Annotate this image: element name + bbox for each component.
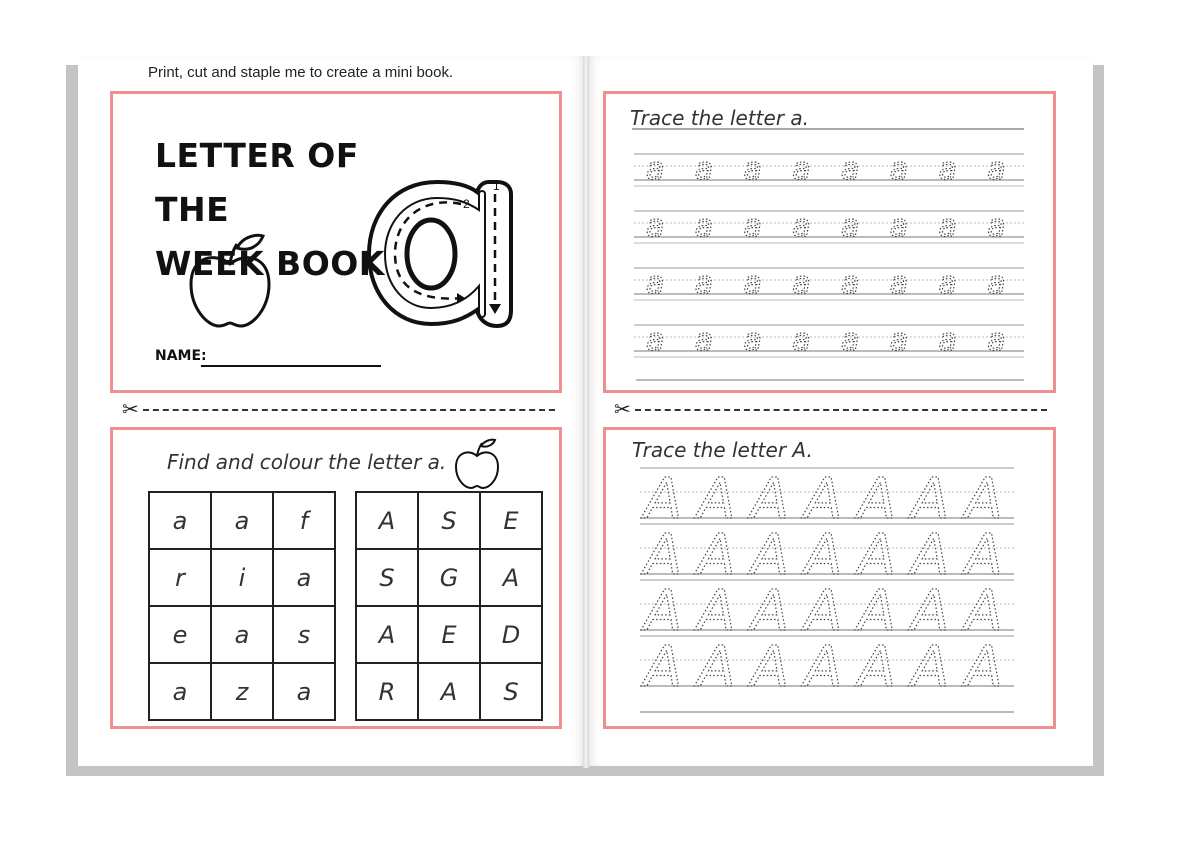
trace-letter-lowercase: a (938, 323, 957, 358)
apple-icon (185, 230, 275, 330)
trace-letter-uppercase: A (804, 467, 843, 532)
grid-cell[interactable]: S (480, 663, 542, 720)
trace-letter-uppercase: A (644, 635, 683, 700)
trace-letter-lowercase: a (646, 152, 665, 187)
grid-cell[interactable]: S (356, 549, 418, 606)
trace-letter-lowercase: a (694, 266, 714, 301)
trace-letter-lowercase: a (938, 152, 957, 187)
trace-letter-lowercase: a (743, 266, 762, 301)
grid-cell[interactable]: S (418, 492, 480, 549)
cut-line-left (122, 397, 555, 422)
grid-cell[interactable]: A (480, 549, 542, 606)
trace-letter-lowercase: a (841, 266, 860, 301)
trace-letter-uppercase: A (857, 523, 897, 588)
trace-letter-uppercase: A (911, 635, 950, 700)
trace-letter-lowercase: a (987, 152, 1006, 187)
grid-cell[interactable]: a (211, 606, 273, 663)
table-row (149, 492, 335, 549)
grid-cell[interactable]: D (480, 606, 542, 663)
trace-letter-lowercase: a (694, 209, 714, 244)
grid-cell[interactable]: i (211, 549, 273, 606)
book-spine (583, 56, 589, 768)
trace-letter-lowercase: a (646, 209, 665, 244)
trace-letter-uppercase: A (964, 635, 1003, 700)
trace-letter-lowercase: a (841, 152, 860, 187)
trace-letter-lowercase: a (792, 152, 811, 187)
trace-uppercase-panel (603, 427, 1056, 729)
grid-cell[interactable]: A (356, 492, 418, 549)
trace-letter-uppercase: A (964, 467, 1003, 532)
uppercase-letter-grid (355, 491, 543, 721)
trace-letter-lowercase: a (792, 209, 811, 244)
grid-cell[interactable]: a (273, 549, 335, 606)
trace-letter-uppercase: A (750, 523, 790, 588)
table-row (149, 663, 335, 720)
trace-letter-lowercase: a (646, 323, 665, 358)
trace-letter-lowercase: a (841, 323, 860, 358)
trace-letter-lowercase: a (987, 209, 1006, 244)
trace-letter-lowercase: a (792, 266, 811, 301)
table-row (149, 606, 335, 663)
trace-letter-uppercase: A (804, 635, 843, 700)
trace-letter-uppercase: A (750, 579, 790, 644)
trace-letter-uppercase: A (964, 579, 1003, 644)
trace-letter-uppercase: A (857, 579, 897, 644)
scissors-icon: ✂ (122, 399, 139, 421)
trace-letter-lowercase: a (889, 266, 909, 301)
find-colour-panel (110, 427, 562, 729)
trace-letter-lowercase: a (938, 266, 957, 301)
trace-letter-uppercase: A (804, 523, 843, 588)
lowercase-letter-grid (148, 491, 336, 721)
trace-letter-uppercase: A (697, 523, 736, 588)
table-row (356, 492, 542, 549)
trace-letter-lowercase: a (987, 266, 1006, 301)
cover-title-line2: WEEK BOOK (155, 244, 385, 283)
trace-letter-lowercase: a (694, 323, 714, 358)
grid-cell[interactable]: z (211, 663, 273, 720)
grid-cell[interactable]: e (149, 606, 211, 663)
trace-uppercase-heading: Trace the letter A. (632, 438, 813, 462)
trace-letter-uppercase: A (857, 635, 897, 700)
cut-line-right (614, 397, 1047, 422)
stroke-number-1: 1 (493, 179, 500, 193)
trace-letter-lowercase: a (743, 209, 762, 244)
trace-letter-uppercase: A (964, 523, 1003, 588)
stroke-number-2: 2 (463, 197, 470, 211)
grid-cell[interactable]: A (418, 663, 480, 720)
trace-letter-uppercase: A (750, 467, 790, 532)
trace-letter-uppercase: A (697, 579, 736, 644)
trace-letter-lowercase: a (889, 152, 909, 187)
trace-lowercase-panel (603, 91, 1056, 393)
grid-cell[interactable]: R (356, 663, 418, 720)
trace-letter-lowercase: a (841, 209, 860, 244)
trace-lowercase-lines (606, 94, 1053, 390)
trace-letter-uppercase: A (750, 635, 790, 700)
grid-cell[interactable]: s (273, 606, 335, 663)
table-row (356, 549, 542, 606)
trace-letter-uppercase: A (697, 635, 736, 700)
apple-icon (453, 438, 501, 490)
letter-a-tracing-icon (365, 174, 515, 334)
cover-title-line1: LETTER OF THE (155, 136, 359, 229)
trace-letter-lowercase: a (987, 323, 1006, 358)
grid-cell[interactable]: a (273, 663, 335, 720)
grid-cell[interactable]: E (418, 606, 480, 663)
trace-letter-uppercase: A (644, 523, 683, 588)
trace-letter-lowercase: a (889, 209, 909, 244)
trace-letter-lowercase: a (646, 266, 665, 301)
trace-letter-uppercase: A (857, 467, 897, 532)
cover-panel (110, 91, 562, 393)
trace-letter-lowercase: a (938, 209, 957, 244)
grid-cell[interactable]: f (273, 492, 335, 549)
trace-letter-uppercase: A (911, 523, 950, 588)
name-line (201, 365, 381, 367)
grid-cell[interactable]: a (211, 492, 273, 549)
grid-cell[interactable]: A (356, 606, 418, 663)
grid-cell[interactable]: a (149, 492, 211, 549)
trace-letter-lowercase: a (792, 323, 811, 358)
trace-letter-lowercase: a (694, 152, 714, 187)
trace-letter-uppercase: A (644, 467, 683, 532)
trace-letter-uppercase: A (911, 467, 950, 532)
grid-cell[interactable]: G (418, 549, 480, 606)
trace-lowercase-heading: Trace the letter a. (630, 106, 810, 130)
scissors-icon: ✂ (614, 399, 631, 421)
instruction-text: Print, cut and staple me to create a mini book. (148, 64, 454, 81)
trace-letter-lowercase: a (743, 152, 762, 187)
trace-letter-lowercase: a (743, 323, 762, 358)
find-colour-heading: Find and colour the letter a. (167, 450, 447, 474)
trace-letter-lowercase: a (889, 323, 909, 358)
trace-letter-uppercase: A (804, 579, 843, 644)
trace-letter-uppercase: A (697, 467, 736, 532)
grid-cell[interactable]: a (149, 663, 211, 720)
grid-cell[interactable]: E (480, 492, 542, 549)
table-row (149, 549, 335, 606)
trace-letter-uppercase: A (644, 579, 683, 644)
name-label: NAME: (155, 348, 207, 364)
table-row (356, 606, 542, 663)
trace-uppercase-lines (606, 430, 1053, 726)
table-row (356, 663, 542, 720)
grid-cell[interactable]: r (149, 549, 211, 606)
trace-letter-uppercase: A (911, 579, 950, 644)
